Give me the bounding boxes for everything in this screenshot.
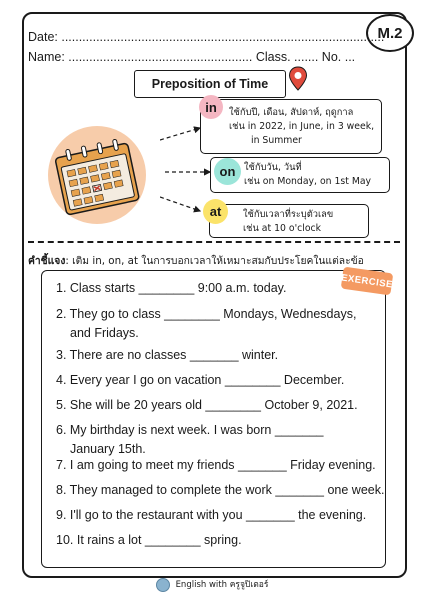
level-badge: M.2 xyxy=(366,14,414,52)
question-4: 4. Every year I go on vacation ________ December. xyxy=(56,373,345,387)
question-3: 3. There are no classes _______ winter. xyxy=(56,348,279,362)
question-6-text: 6. My birthday is next week. I was born _______ xyxy=(56,423,324,437)
footer xyxy=(0,577,424,592)
globe-logo-icon xyxy=(156,578,170,592)
question-7: 7. I am going to meet my friends _______ Friday evening. xyxy=(56,458,376,472)
question-2-text: 2. They go to class ________ Mondays, Wednesdays, xyxy=(56,307,357,321)
rule-in-usage: ใช้กับปี, เดือน, สัปดาห์, ฤดูกาล xyxy=(229,107,354,118)
location-pin-icon xyxy=(288,66,308,92)
exercise-stamp: EXERCISE xyxy=(341,267,394,296)
date-line: Date: ............................................................................................. xyxy=(28,30,385,44)
question-10: 10. It rains a lot ________ spring. xyxy=(56,533,242,547)
question-6-cont: January 15th. xyxy=(70,442,146,456)
rule-on-example: เช่น on Monday, on 1st May xyxy=(244,176,372,187)
rule-in-box xyxy=(200,99,382,154)
instruction-label: คำชี้แจง xyxy=(28,255,66,267)
instruction-text: : เติม in, on, at ในการบอกเวลาให้เหมาะสมกับประโยคในแต่ละข้อ xyxy=(65,255,364,267)
footer-text: English with ครูจูปิเตอร์ xyxy=(175,580,269,590)
name-class-number-line: Name: ..................................................... Class. ....... No. ... xyxy=(28,50,356,64)
question-2-cont: and Fridays. xyxy=(70,326,139,340)
question-9: 9. I'll go to the restaurant with you _______ the evening. xyxy=(56,508,367,522)
rule-at-box xyxy=(209,204,369,238)
calendar-icon xyxy=(42,118,152,228)
section-divider xyxy=(28,241,400,243)
rule-on-usage: ใช้กับวัน, วันที่ xyxy=(244,162,302,173)
rule-at-usage: ใช้กับเวลาที่ระบุตัวเลข xyxy=(243,209,334,220)
preposition-at-bubble: at xyxy=(203,199,228,224)
rule-in-example-cont: in Summer xyxy=(251,135,302,146)
preposition-in-bubble: in xyxy=(199,95,223,119)
rule-in-example: เช่น in 2022, in June, in 3 week, xyxy=(229,121,375,132)
rule-at-example: เช่น at 10 o'clock xyxy=(243,223,322,234)
preposition-on-bubble: on xyxy=(214,158,241,185)
page-title: Preposition of Time xyxy=(134,70,286,98)
question-1: 1. Class starts ________ 9:00 a.m. today. xyxy=(56,281,287,295)
question-8: 8. They managed to complete the work _______ one week. xyxy=(56,483,385,497)
question-6 xyxy=(56,421,324,459)
question-2 xyxy=(56,305,356,343)
question-5: 5. She will be 20 years old ________ October 9, 2021. xyxy=(56,398,358,412)
